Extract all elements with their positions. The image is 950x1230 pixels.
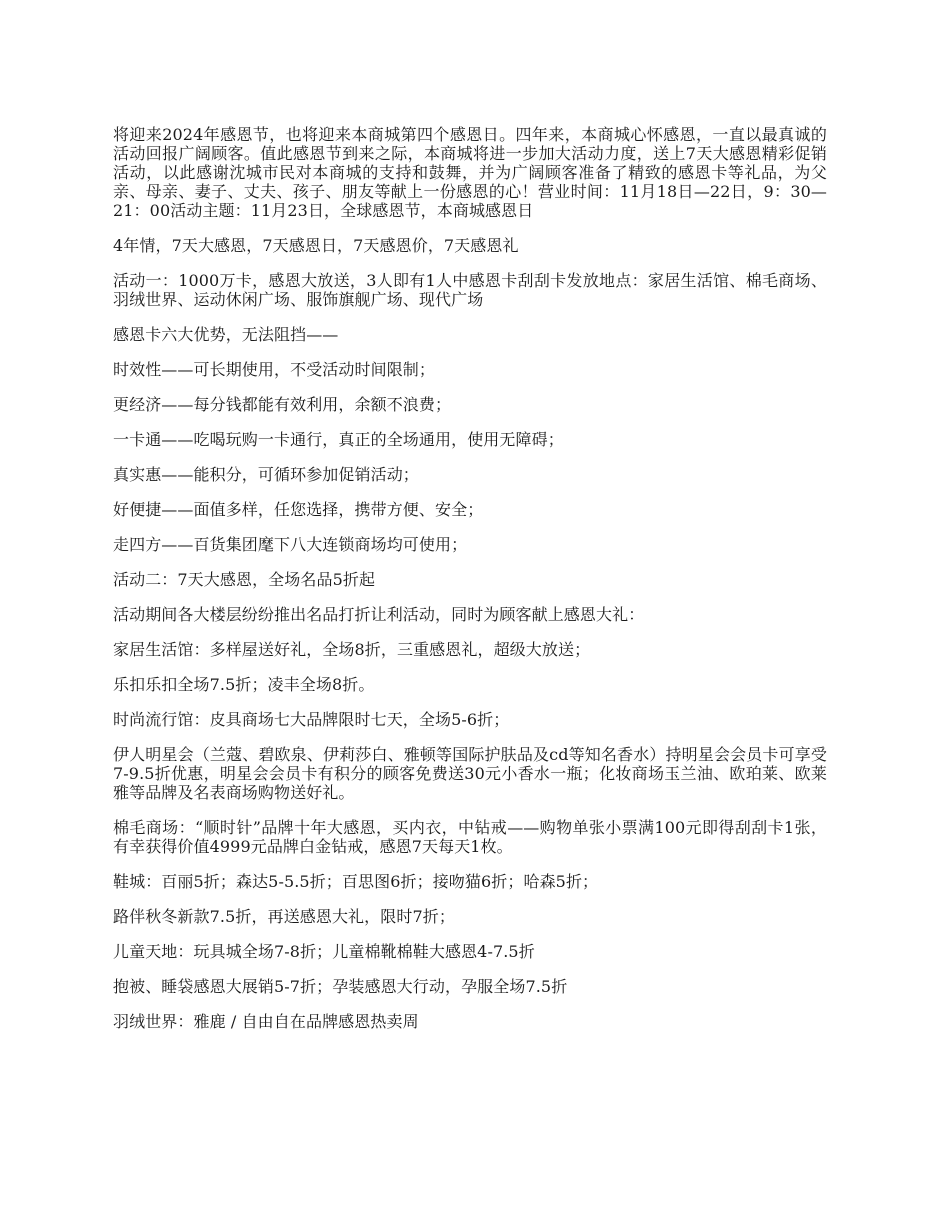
paragraph-advantage-everywhere: 走四方——百货集团麾下八大连锁商场均可使用； — [113, 535, 468, 554]
document-body — [113, 125, 827, 1047]
paragraph-advantage-convenience: 好便捷——面值多样，任您选择，携带方便、安全； — [113, 500, 484, 519]
paragraph-advantage-one-card: 一卡通——吃喝玩购一卡通行，真正的全场通用，使用无障碍； — [113, 430, 564, 449]
paragraph-activity-two: 活动二：7天大感恩，全场名品5折起 — [113, 570, 376, 589]
paragraph-advantage-benefit: 真实惠——能积分，可循环参加促销活动； — [113, 465, 419, 484]
paragraph-down-world: 羽绒世界：雅鹿 / 自由自在品牌感恩热卖周 — [113, 1012, 419, 1031]
paragraph-baby-goods: 抱被、睡袋感恩大展销5-7折；孕装感恩大行动，孕服全场7.5折 — [113, 977, 568, 996]
paragraph-locknlock: 乐扣乐扣全场7.5折；凌丰全场8折。 — [113, 675, 375, 694]
paragraph-fashion-hall: 时尚流行馆：皮具商场七大品牌限时七天，全场5-6折； — [113, 710, 510, 729]
paragraph-kids-world: 儿童天地：玩具城全场7-8折；儿童棉靴棉鞋大感恩4-7.5折 — [113, 942, 535, 961]
paragraph-advantage-economy: 更经济——每分钱都能有效利用，余额不浪费； — [113, 395, 452, 414]
paragraph-card-advantages-heading: 感恩卡六大优势，无法阻挡—— — [113, 325, 339, 344]
paragraph-lubao: 路伴秋冬新款7.5折，再送感恩大礼，限时7折； — [113, 907, 455, 926]
paragraph-home-living: 家居生活馆：多样屋送好礼，全场8折，三重感恩礼，超级大放送； — [113, 640, 591, 659]
paragraph-shoe-city: 鞋城：百丽5折；森达5-5.5折；百思图6折；接吻猫6折；哈森5折； — [113, 872, 599, 891]
paragraph-advantage-timeliness: 时效性——可长期使用，不受活动时间限制； — [113, 360, 436, 379]
paragraph-intro: 将迎来2024年感恩节，也将迎来本商城第四个感恩日。四年来，本商城心怀感恩，一直以最真诚的活动回报广阔顾客。值此感恩节到来之际，本商城将进一步加大活动力度，送上7天大感恩精彩促销活动，以此感谢沈城市民对本商城的支持和鼓舞，并为广阔顾客准备了精致的感恩卡等礼品，为父亲、母亲、妻子、丈夫、孩子、朋友等献上一份感恩的心！营业时间：11月18日—22日，9：30—21：00活动主题：11月23日，全球感恩节，本商城感恩日 — [113, 125, 827, 220]
paragraph-star-club: 伊人明星会（兰蔻、碧欧泉、伊莉莎白、雅顿等国际护肤品及cd等知名香水）持明星会会员卡可享受7-9.5折优惠，明星会会员卡有积分的顾客免费送30元小香水一瓶；化妆商场玉兰油、欧珀莱、欧莱雅等品牌及名表商场购物送好礼。 — [113, 745, 827, 802]
paragraph-activity-one: 活动一：1000万卡，感恩大放送，3人即有1人中感恩卡刮刮卡发放地点：家居生活馆、棉毛商场、羽绒世界、运动休闲广场、服饰旗舰广场、现代广场 — [113, 271, 827, 309]
paragraph-activity-two-intro: 活动期间各大楼层纷纷推出名品打折让利活动，同时为顾客献上感恩大礼： — [113, 605, 645, 624]
paragraph-cotton-mall: 棉毛商场：“顺时针”品牌十年大感恩，买内衣，中钻戒——购物单张小票满100元即得刮刮卡1张，有幸获得价值4999元品牌白金钻戒，感恩7天每天1枚。 — [113, 818, 827, 856]
paragraph-slogan: 4年情，7天大感恩，7天感恩日，7天感恩价，7天感恩礼 — [113, 236, 519, 255]
